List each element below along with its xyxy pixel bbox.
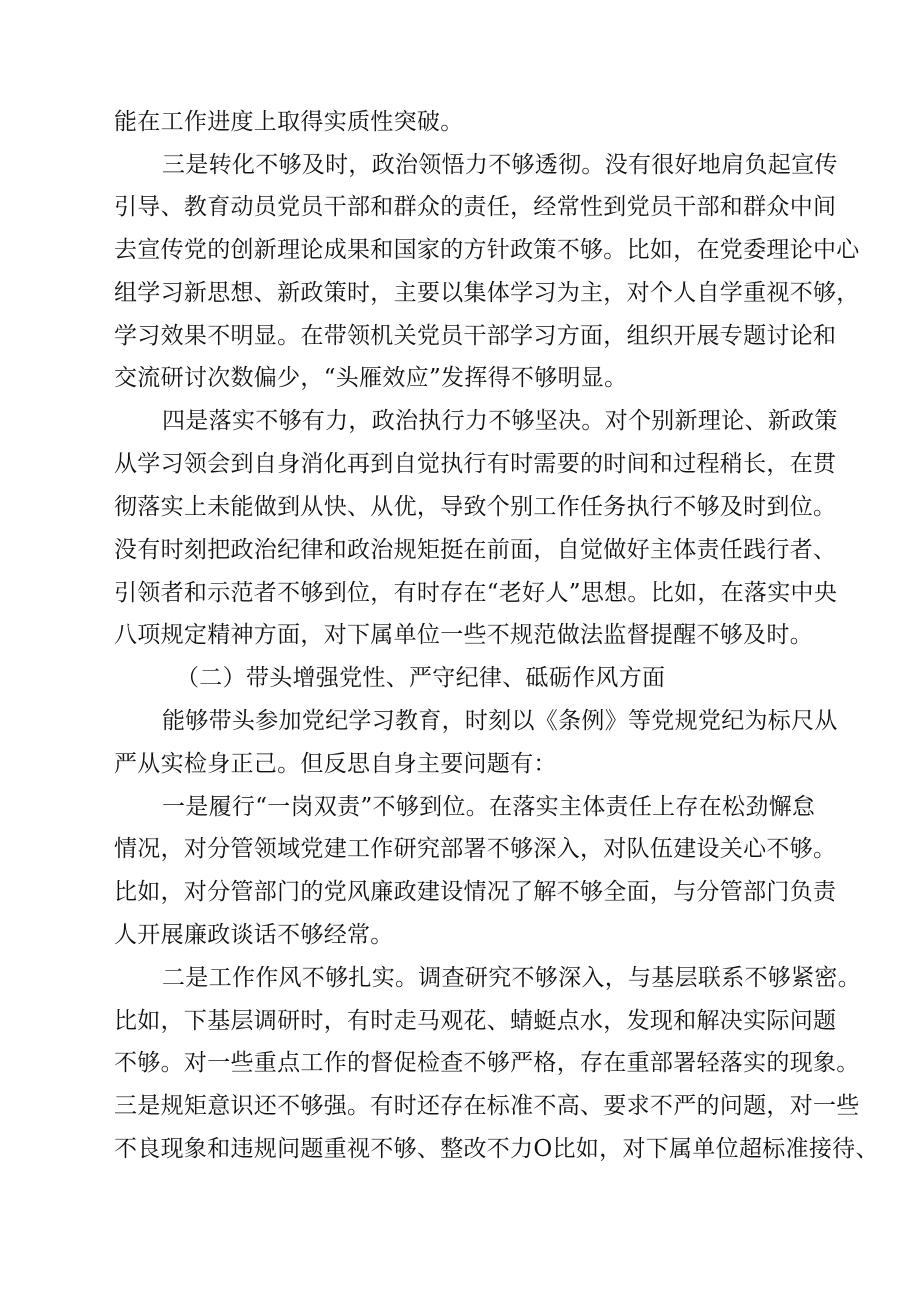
text-line: 一是履行“一岗双责”不够到位。在落实主体责任上存在松劲懈怠 [162,794,816,820]
text-line: 学习效果不明显。在带领机关党员干部学习方面，组织开展专题讨论和 [114,323,837,349]
text-line: 比如，下基层调研时，有时走马观花、蜻蜓点水，发现和解决实际问题 [114,1008,837,1034]
text-line: 从学习领会到自身消化再到自觉执行有时需要的时间和过程稍长，在贯 [114,451,837,477]
text-line: 严从实检身正己。但反思自身主要问题有： [114,751,557,777]
text-line: 没有时刻把政治纪律和政治规矩挺在前面，自觉做好主体责任践行者、 [114,537,837,563]
text-line: 人开展廉政谈话不够经常。 [114,922,394,948]
text-line: 不够。对一些重点工作的督促检查不够严格，存在重部署轻落实的现象。 [114,1050,860,1076]
section-heading: （二）带头增强党性、严守纪律、砥砺作风方面 [176,665,666,691]
text-line: 二是工作作风不够扎实。调查研究不够深入，与基层联系不够紧密。 [162,965,861,991]
text-line: 八项规定精神方面，对下属单位一些不规范做法监督提醒不够及时。 [114,622,813,648]
text-line: 能够带头参加党纪学习教育，时刻以《条例》等党规党纪为标尺从 [162,708,838,734]
text-line: 组学习新思想、新政策时，主要以集体学习为主，对个人自学重视不够， [114,280,860,306]
text-line: 情况，对分管领域党建工作研究部署不够深入，对队伍建设关心不够。 [114,836,837,862]
text-line: 比如，对分管部门的党风廉政建设情况了解不够全面，与分管部门负责 [114,879,837,905]
text-line: 交流研讨次数偏少，“头雁效应”发挥得不够明显。 [114,365,628,391]
text-line: 四是落实不够有力，政治执行力不够坚决。对个别新理论、新政策 [162,408,838,434]
text-line: 三是规矩意识还不够强。有时还存在标准不高、要求不严的问题，对一些 [114,1093,860,1119]
text-line: 三是转化不够及时，政治领悟力不够透彻。没有很好地肩负起宣传 [162,152,838,178]
text-line: 彻落实上未能做到从快、从优，导致个别工作任务执行不够及时到位。 [114,494,837,520]
text-line: 能在工作进度上取得实质性突破。 [114,109,464,135]
text-line: 引导、教育动员党员干部和群众的责任，经常性到党员干部和群众中间 [114,194,837,220]
text-line: 不良现象和违规问题重视不够、整改不力O比如，对下属单位超标准接待、 [114,1136,879,1162]
text-line: 引领者和示范者不够到位，有时存在“老好人”思想。比如，在落实中央 [114,580,838,606]
text-line: 去宣传党的创新理论成果和国家的方针政策不够。比如，在党委理论中心 [114,237,860,263]
